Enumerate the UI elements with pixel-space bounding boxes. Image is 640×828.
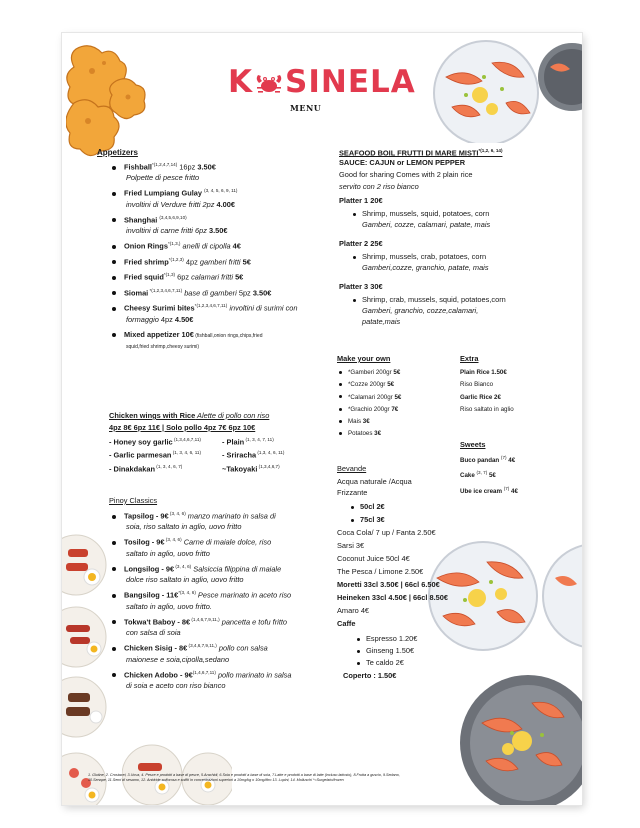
list-item: Garlic Rice 2€ — [460, 393, 501, 401]
extra-list — [460, 367, 514, 416]
brand-logo-text-right: SINELA — [285, 64, 416, 100]
list-item: Amaro 4€ — [337, 606, 370, 615]
drink-water-sparkling: Frizzante — [337, 488, 368, 497]
seafood-heading: SEAFOOD BOIL FRUTTI DI MARE MISTI$^{*(1,2, 6, 14)}$ — [339, 148, 503, 158]
list-item: Siomai $^{*(1,2,3,4,6,7,11)}$ base di gamberi 5pz 3.50€ — [112, 285, 298, 298]
item-description: di soia e aceto con riso bianco — [126, 681, 226, 691]
item-description: soia, riso saltato in aglio, uovo fritto — [126, 522, 242, 532]
list-item: 50cl 2€ — [337, 501, 448, 512]
platter-contents: Shrimp, crab, mussels, squid, potatoes,corn — [339, 294, 506, 305]
list-item: Shanghai $^{(3,4,5,6,9,10)}$ — [112, 212, 298, 225]
list-item: Riso saltato in aglio — [460, 405, 514, 413]
list-item: Tosilog - 9€ $^{(3, 4, 6)}$ Carne di maiale dolce, riso — [112, 534, 291, 547]
list-item: Tokwa't Baboy - 8€ $^{(1,4,6,7,9,11,)}$ pancetta e tofu fritto — [112, 614, 291, 627]
sweets-list — [460, 452, 518, 498]
list-item: Cake $^{(3, 7)}$ 5€ — [460, 470, 496, 480]
item-description: saltato in aglio, uovo fritto. — [126, 601, 212, 611]
platter-contents-it: Gamberi, cozze, calamari, patate, mais — [362, 220, 491, 229]
coperto: Coperto : 1.50€ — [343, 671, 397, 680]
bottom-left-plates-image — [122, 733, 232, 805]
list-item: - Sriracha $^{(1,3, 4, 6, 11)}$ — [222, 450, 285, 460]
item-description: maionese e soia,cipolla,sedano — [126, 654, 230, 664]
list-item: Longsilog - 9€ $^{(3, 4, 6)}$ Salsiccia filippina di maiale — [112, 561, 291, 574]
list-item: Fried shrimp$^{*(1,2,3)}$ 4pz gamberi fritti 5€ — [112, 254, 298, 267]
item-description: Polpette di pesce fritto — [126, 173, 200, 183]
list-item: Te caldo 2€ — [337, 657, 448, 668]
item-description: involtini di carne fritti 6pz 3.50€ — [126, 226, 228, 236]
list-item: 75cl 3€ — [337, 514, 448, 525]
list-item: - Plain $^{(1, 3, 4, 7, 11)}$ — [222, 437, 274, 447]
list-item: Bangsilog - 11€$^{*(3, 4, 6)}$ Pesce marinato in aceto riso — [112, 587, 291, 600]
drinks-heading: Bevande — [337, 464, 367, 473]
make-your-own-heading: Make your own — [337, 354, 391, 363]
platter-contents: Shrimp, mussels, crab, potatoes, corn — [339, 251, 506, 262]
list-item: Chicken Adobo - 9€$^{(1,4,6,7,11)}$ pollo marinato in salsa — [112, 667, 291, 680]
list-item: *Grachio 200gr 7€ — [339, 404, 401, 416]
platter-contents-it: patate,mais — [362, 317, 401, 326]
list-item: Moretti 33cl 3.50€ | 66cl 6.50€ — [337, 580, 440, 589]
item-description: con salsa di soia — [126, 628, 181, 638]
make-your-own-list — [339, 367, 401, 441]
list-item: Mais 3€ — [339, 416, 401, 428]
sweets-heading: Sweets — [460, 440, 486, 449]
platters-list — [339, 195, 506, 327]
platter-title: Platter 2 25€ — [339, 239, 383, 248]
brand-logo-text-left: K — [228, 64, 254, 100]
list-item: Cheesy Surimi bites$^{*(1,2,3,4,6,7,11)}$ involtini di surimi con — [112, 300, 298, 313]
platter-contents: Shrimp, mussels, squid, potatoes, corn — [339, 208, 506, 219]
list-item: - Honey soy garlic $^{(1,3,4,6,7,11)}$ — [109, 437, 201, 447]
list-item: Chicken Sisig - 8€ $^{(3,4,6,7,9,11,)}$ pollo con salsa — [112, 640, 291, 653]
list-item: Plain Rice 1.50€ — [460, 369, 507, 376]
list-item: Fishball$^{*(1,2,4,7,14)}$ 16pz 3.50€ — [112, 159, 298, 172]
item-description: involtini di Verdure fritti 2pz 4.00€ — [126, 199, 236, 209]
list-item: Mixed appetizer 10€ (fishball,onion rings,chips,fried — [112, 329, 298, 342]
list-item: The Pesca / Limone 2.50€ — [337, 567, 424, 576]
list-item: Fried squid$^{*(1,3)}$ 6pz calamari fritti 5€ — [112, 269, 298, 282]
list-item: Potatoes 3€ — [339, 428, 401, 440]
platter-contents-it: Gamberi,cozze, granchio, patate, mais — [362, 263, 489, 272]
item-description: formaggio 4pz 4.50€ — [126, 314, 194, 324]
list-item: - Garlic parmesan $^{(1, 3, 4, 6, 11)}$ — [109, 450, 201, 460]
seafood-served-note: servito con 2 riso bianco — [339, 182, 419, 191]
menu-sheet — [62, 33, 582, 805]
wings-flavors-left — [109, 434, 201, 474]
fried-chicken-image — [66, 41, 158, 159]
item-description: saltato in aglio, uovo fritto — [126, 548, 210, 558]
brand-logo — [228, 63, 416, 101]
seafood-plate-top-image — [422, 37, 582, 143]
list-item: Heineken 33cl 4.50€ | 66cl 8.50€ — [337, 593, 448, 602]
list-item: *Cozze 200gr 5€ — [339, 379, 401, 391]
platter-contents-it: Gamberi, granchio, cozze,calamari, — [362, 306, 479, 315]
list-item: Coconut Juice 50cl 4€ — [337, 554, 410, 563]
list-item: Caffe — [337, 619, 356, 628]
seafood-sauce: SAUCE: CAJUN or LEMON PEPPER — [339, 158, 466, 167]
list-item: Tapsilog - 9€ $^{(3, 4, 6)}$ manzo marinato in salsa di — [112, 508, 291, 521]
list-item: Fried Lumpiang Gulay $^{(3, 4, 5, 6, 9, 11)}$ — [112, 185, 298, 198]
item-description: dolce riso saltato in aglio, uovo fritto — [126, 575, 244, 585]
pinoy-heading: Pinoy Classics — [109, 496, 158, 505]
list-item: Ube ice cream $^{(7)}$ 4€ — [460, 485, 518, 495]
list-item: *Gamberi 200gr 5€ — [339, 367, 401, 379]
platter-title: Platter 1 20€ — [339, 196, 383, 205]
list-item: - Dinakdakan $^{(1, 3, 4, 6, 7)}$ — [109, 463, 183, 474]
list-item: Sarsi 3€ — [337, 541, 365, 550]
wings-heading: Chicken wings with Rice Alette di pollo con riso — [109, 411, 270, 420]
list-item: Ginseng 1.50€ — [337, 645, 448, 656]
allergen-footnote: 1. Glutine, 2. Crostacei, 3.Uova, 4. Pesce e prodotti a base di pesce, 5.Arachidi, 6.Soia e prodotti a base di soia, 7.Latte e prodotti a base di latte (incluso lattosio), 8.Frutta a guscio, 9.Sedano, 10.Senape, 11.Semi di sesamo, 12. Anidride solforosa e solfiti in concentrazioni superiori a 10mg/kg o 10mg/litro 13. Lupini, 14. Molluschi *=Surgelato/frozen — [88, 773, 400, 783]
pinoy-list — [112, 508, 291, 691]
drink-water: Acqua naturale /Acqua — [337, 477, 412, 486]
list-item: Buco pandan $^{(7)}$ 4€ — [460, 455, 516, 465]
list-item: Coca Cola/ 7 up / Fanta 2.50€ — [337, 528, 436, 537]
list-item: ~Takoyaki $^{(1,3,4,6,7)}$ — [222, 463, 280, 474]
list-item: *Calamari 200gr 5€ — [339, 392, 401, 404]
wings-prices: 4pz 8€ 6pz 11€ | Solo pollo 4pz 7€ 6pz 10€ — [109, 423, 256, 432]
appetizers-heading: Appetizers — [97, 148, 138, 157]
list-item: Riso Bianco — [460, 381, 494, 389]
wings-flavors-right — [222, 434, 284, 474]
item-description: squid,fried shrimp,cheesy surimi) — [126, 343, 200, 350]
seafood-sharing-note: Good for sharing Comes with 2 plain rice — [339, 170, 473, 179]
appetizers-list — [112, 159, 298, 353]
platter-title: Platter 3 30€ — [339, 282, 383, 291]
menu-heading: MENU — [290, 103, 322, 113]
list-item: Espresso 1.20€ — [337, 633, 448, 644]
drinks-list — [337, 476, 448, 681]
seafood-bowl-bottom-image — [452, 663, 582, 805]
crab-icon — [254, 69, 284, 99]
extra-heading: Extra — [460, 354, 479, 363]
list-item: Onion Rings$^{*(1,3,)}$ anelli di cipolla 4€ — [112, 238, 298, 251]
